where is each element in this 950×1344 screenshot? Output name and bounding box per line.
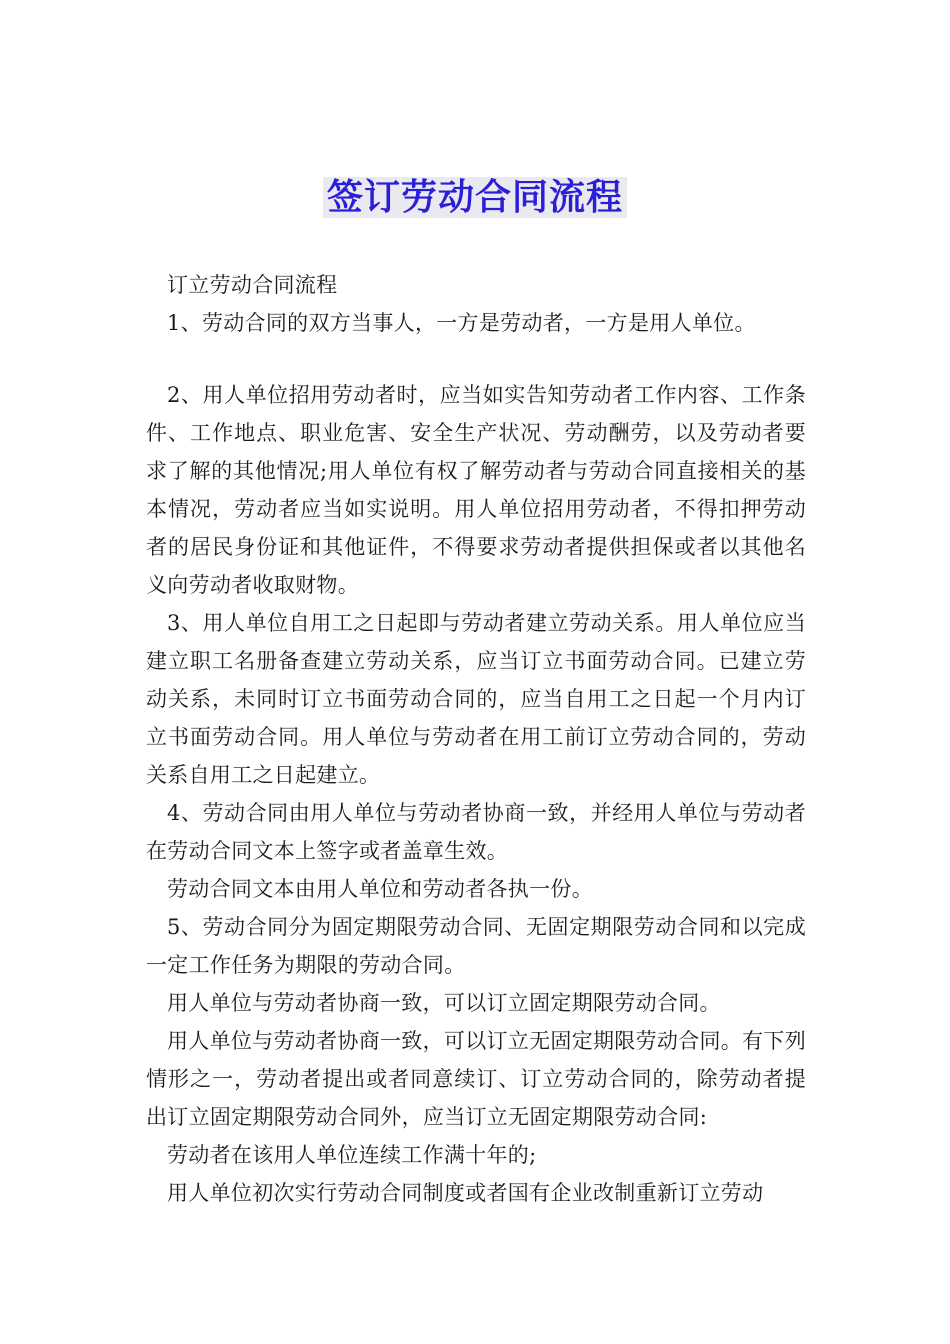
paragraph-1: 1、劳动合同的双方当事人，一方是劳动者，一方是用人单位。 xyxy=(167,311,756,335)
paragraph-heading: 订立劳动合同流程 xyxy=(167,273,338,297)
paragraph-5-open-term: 用人单位与劳动者协商一致，可以订立无固定期限劳动合同。有下列情形之一，劳动者提出或者同意续订、订立劳动合同的，除劳动者提出订立固定期限劳动合同外，应当订立无固定期限劳动合同: xyxy=(146,1029,806,1129)
paragraph-5-case-2: 用人单位初次实行劳动合同制度或者国有企业改制重新订立劳动 xyxy=(167,1181,764,1205)
document-title: 签订劳动合同流程 xyxy=(323,177,627,218)
document-title-block xyxy=(0,172,950,224)
document-body xyxy=(146,266,806,1212)
paragraph-4: 4、劳动合同由用人单位与劳动者协商一致，并经用人单位与劳动者在劳动合同文本上签字或者盖章生效。 xyxy=(146,801,806,863)
paragraph-5-case-1: 劳动者在该用人单位连续工作满十年的; xyxy=(167,1143,537,1167)
paragraph-3: 3、用人单位自用工之日起即与劳动者建立劳动关系。用人单位应当建立职工名册备查建立劳动关系，应当订立书面劳动合同。已建立劳动关系，未同时订立书面劳动合同的，应当自用工之日起一个月内订立书面劳动合同。用人单位与劳动者在用工前订立劳动合同的，劳动关系自用工之日起建立。 xyxy=(146,611,806,787)
paragraph-2: 2、用人单位招用劳动者时，应当如实告知劳动者工作内容、工作条件、工作地点、职业危害、安全生产状况、劳动酬劳，以及劳动者要求了解的其他情况;用人单位有权了解劳动者与劳动合同直接相关的基本情况，劳动者应当如实说明。用人单位招用劳动者，不得扣押劳动者的居民身份证和其他证件，不得要求劳动者提供担保或者以其他名义向劳动者收取财物。 xyxy=(146,383,806,597)
paragraph-4-note: 劳动合同文本由用人单位和劳动者各执一份。 xyxy=(167,877,593,901)
paragraph-5-fixed-term: 用人单位与劳动者协商一致，可以订立固定期限劳动合同。 xyxy=(167,991,721,1015)
paragraph-5: 5、劳动合同分为固定期限劳动合同、无固定期限劳动合同和以完成一定工作任务为期限的劳动合同。 xyxy=(146,915,806,977)
